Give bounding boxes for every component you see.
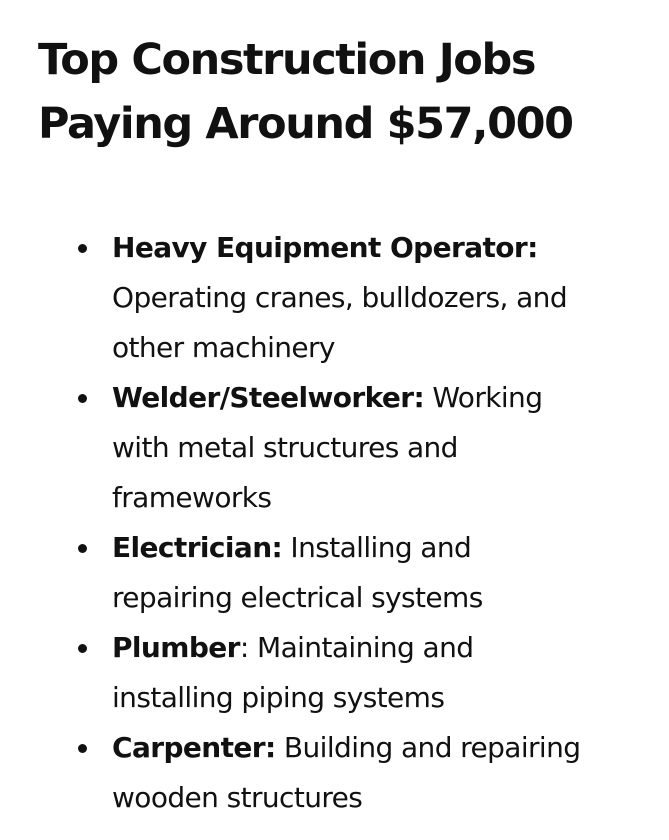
page-title [38, 28, 638, 156]
job-title: Heavy Equipment Operator: [112, 231, 538, 264]
title-line-1: Top Construction Jobs [38, 35, 536, 85]
job-description: Working with metal structures and frameworks [112, 381, 543, 514]
job-title: Electrician: [112, 531, 283, 564]
bullet-icon [78, 394, 87, 403]
job-title: Carpenter: [112, 731, 276, 764]
job-description: Installing and repairing electrical systems [112, 531, 483, 614]
list-item-carpenter [74, 723, 594, 823]
bullet-icon [78, 244, 87, 253]
bullet-icon [78, 644, 87, 653]
job-list [74, 223, 594, 823]
list-item-welder-steelworker [74, 373, 594, 523]
job-description: Operating cranes, bulldozers, and other machinery [112, 281, 567, 364]
list-item-plumber [74, 623, 594, 723]
job-description: Building and repairing wooden structures [112, 731, 581, 814]
job-title: Welder/Steelworker: [112, 381, 425, 414]
list-item-heavy-equipment-operator [74, 223, 594, 373]
job-description: : Maintaining and installing piping systems [112, 631, 474, 714]
job-title: Plumber [112, 631, 240, 664]
bullet-icon [78, 544, 87, 553]
title-line-2: Paying Around $57,000 [38, 99, 573, 149]
article [38, 28, 638, 814]
list-item-electrician [74, 523, 594, 623]
bullet-icon [78, 744, 87, 753]
